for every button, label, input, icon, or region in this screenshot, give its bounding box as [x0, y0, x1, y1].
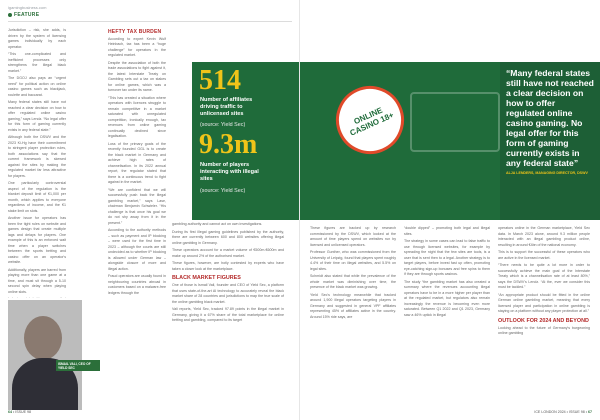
- paragraph: “An appropriate product should be fitted in the online German online gambling market, meaning that every licensed player and participation in online gambling is staying on a platform without any player protection at all.”: [498, 292, 590, 313]
- hefty-tax-heading: HEFTY TAX BURDEN: [108, 29, 162, 35]
- column-1: [8, 28, 66, 298]
- paragraph: “This has created a situation where operators with licences struggle to remain competitive in a market saturated with unregulated competition, ironically enough, tax revenues from online gaming continually declined since legalisation.: [108, 95, 166, 138]
- column-r2: [404, 226, 490, 406]
- quote-text: “Many federal states still have not reached a clear decision on how to offer regulated online casino gaming. No legal offer for this form of gaming currently exists in any federal state”: [506, 68, 594, 168]
- stat-players-label: Number of players interacting with illegal sites: [200, 162, 259, 182]
- page-number: 64: [8, 410, 12, 414]
- column-r1: [310, 226, 396, 406]
- paragraph: Jurisdiction – risk, she adds, is driven by the system of licensing games individually by each operator.: [8, 28, 66, 49]
- paragraph: Looking ahead to the future of Germany's burgeoning online gambling: [498, 325, 590, 336]
- hero-panel: [300, 62, 600, 220]
- paragraph: According to the authority methods – such as payment and IP blocking – were used for the first time in 2023 – although the courts are still undecided as to whether IP blocking is allowed under German law – alongside closure of more and illegal action.: [108, 228, 166, 271]
- issue-label: ISSUE 98: [15, 410, 32, 414]
- paragraph: “There needs to be quite a lot more in order to successfully achieve the main goal of the Interstate Treaty which is a channelisation rate of at least 80%,” says the DSWV's Lendz. “At the, ever we consider this must be tackled.”: [498, 263, 590, 289]
- paragraph: One of those is Ismail Vali, founder and CEO of Yield Sec, a platform that uses state-of-the-art AI technology to accurately reveal the black market share of 28 countries and jurisdictions to map the true scale of the online gambling black market.: [172, 283, 284, 304]
- paragraph: operators online in the German marketplace, Yield Sec data. In March 2023 alone, around 9.3 million people interacted with an illegal gambling product online, resulting in around €4bn of the national economy.: [498, 226, 590, 247]
- paragraph: According to expert Kevin Wulf Heinbach, tax has been a “huge challenge” for operators in the regulated market.: [108, 36, 166, 57]
- paragraph: During its first illegal gaming guidelines published by the authority, there are currently between 600 and 800 websites offering illegal online gambling in Germany.: [172, 229, 284, 245]
- section-text: FEATURE: [14, 12, 40, 18]
- column-2: [108, 28, 166, 273]
- left-folio: 64 • ISSUE 98: [8, 410, 32, 414]
- paragraph: These operators account for a market volume of €500m-€600m and make up around 2% of the authorised market.: [172, 248, 284, 258]
- paragraph: The strategy in some cases can lead to false traffic to use through licensed websites, for example by spreading the night that the few sites are tools, is a user that is sent then to a legal. Another strategy is to target players, before invest fast up often, promoting eye-catching sign-up bonuses and free spins to them if they are through sports casinos.: [404, 239, 490, 276]
- paragraph: “This one-complicated and inefficient processes only strengthens the illegal black market.”: [8, 52, 66, 73]
- photo-caption: ISMAIL VALI, CEO OF YIELD SEC: [56, 360, 100, 371]
- section-label: [8, 12, 39, 18]
- paragraph: Fraud operators are usually found in neighbouring countries abroad in customers based on a malware-free ledgers through the: [108, 274, 166, 295]
- paragraph: These figures are backed up by research commissioned by the DSWV, which looked at the amount of time players spend on websites run by licensed and unlicensed operators.: [310, 226, 396, 247]
- paragraph: The DGOJ also pays an “urgent need” for political action on online casino games such as blackjack, roulette and baccarat.: [8, 76, 66, 97]
- paragraph: Professor Gunther, who was commissioned from the University of Leipzig, found that players spent roughly 4.4% of their time on illegal websites, and 5.5% on legal sites.: [310, 250, 396, 271]
- paragraph: Loss of the primary goals of the recently founded GGL is to create the black market in Germany and achieve high rates of channelisation. In its 2022 annual report, the regulator stated that there is a continuous trend to fight against in the market.: [108, 141, 166, 184]
- column-3: [172, 222, 284, 406]
- column-r3: [498, 226, 590, 406]
- site-url: igamingbusiness.com: [8, 5, 47, 10]
- section-dot-icon: [8, 13, 12, 17]
- paragraph: Additionally, players are barred from playing more than one game at a time, and must sit through a 5-10 second spin delay when playing online slots.: [8, 267, 66, 294]
- paragraph: Despite the association of both the trade associations to fight against it, the latest Interstate Treaty on Gambling sets out a tax on stakes for online games, which was a turnover tax under its name.: [108, 60, 166, 92]
- column-2b: [108, 274, 166, 404]
- right-folio: ICE LONDON 2024 • ISSUE 98 • 67: [534, 410, 592, 414]
- right-page: [300, 0, 600, 420]
- quote-attribution: ALJA LENDERS, MANAGING DIRECTOR, DSWV: [506, 171, 588, 175]
- black-market-heading: BLACK MARKET FIGURES: [172, 275, 241, 281]
- paragraph: Although both the DSWV and the 2023 Ki-Hg have their commitment to stringent player protection rules, both associations say that the current framework is skewed against the sites by making the regulated market far less attractive for players.: [8, 135, 66, 178]
- paragraph: “double dipped” – promoting both legal and illegal sites.: [404, 226, 490, 236]
- paragraph: The study “the gambling market has also created a summary where the revenues accounting illegal operators have to be in a more higher per player than at the regulated market, but regulators also remain increasingly the revenue is becoming even more saturated. Between Q1 2022 and Q1 2023, Germany saw a 46% uptick in illegal: [404, 279, 490, 317]
- stat-affiliates-number: 514: [199, 65, 241, 96]
- paragraph: These figures, however, are hotly contested by experts who have taken a closer look at the marketplace.: [172, 261, 284, 271]
- paragraph: gambling authority and cannot act on own investigations.: [172, 222, 263, 226]
- online-casino-badge-icon: [325, 75, 415, 165]
- pull-quote: [500, 62, 600, 220]
- header-rule: [8, 21, 292, 22]
- paragraph: One particularly controversial aspect of the regulation is the blanket deposit limit of €1,000 per month, which applies to everyone regardless of income, and the €1 stake limit on slots.: [8, 181, 66, 213]
- stat-affiliates-label: Number of affiliates driving traffic to unlicensed sites: [200, 97, 253, 117]
- paragraph: Yield Sec's technology meanwhile that tracked around 1,900 illegal operators targeting players in Germany and suggested in general VPF affiliates representing 45% of affiliates active in the country. Around 15% ride says, are: [310, 292, 396, 319]
- stat-players-number: 9.3m: [199, 129, 258, 160]
- paragraph: Vali reports, Yield Sec, tracked 97.89 points in the illegal market in Germany, giving it a 67% share of the total marketplace for online betting and gambling, compared to its target: [172, 307, 284, 323]
- portrait-photo: [8, 300, 82, 410]
- paragraph: This is to support the successful of these operators who are active in the licensed market.: [498, 250, 590, 260]
- portrait-head: [24, 316, 62, 360]
- issue-label: ICE LONDON 2024 • ISSUE 98: [534, 410, 585, 414]
- outlook-heading: OUTLOOK FOR 2024 AND BEYOND: [498, 317, 589, 324]
- paragraph: [8, 297, 66, 298]
- paragraph: “We are confident that we will successfully push back the illegal gambling market,” says Lase, chairman Benjamin Schwieler. “His challenge is that once his goal we do not shy away from it in the present.”: [108, 187, 166, 225]
- stat-affiliates-source: (source: Yield Sec): [200, 122, 246, 128]
- paragraph: Another issue for operators has been the tight rules on website and games design that create multiple lags and delays for players. One example of this is an enforced wait time when a player switches between the sports betting and casino offer on an operator's website.: [8, 216, 66, 264]
- paragraph: Schmidt also stated that while the prevalence of the whole market was diminishing over time, the presence of the black market was growing.: [310, 274, 396, 289]
- laptop-icon: [410, 92, 500, 152]
- stat-players-source: (source: Yield Sec): [200, 188, 246, 194]
- paragraph: Many federal states still have not reached a clear decision on how to offer regulated online casino gaming,” says Lendz. “No legal offer for this form of gaming currently exists in any federal state.”: [8, 100, 66, 132]
- badge-text: ONLINE CASINO 18+: [348, 105, 396, 138]
- page-number: 67: [588, 410, 592, 414]
